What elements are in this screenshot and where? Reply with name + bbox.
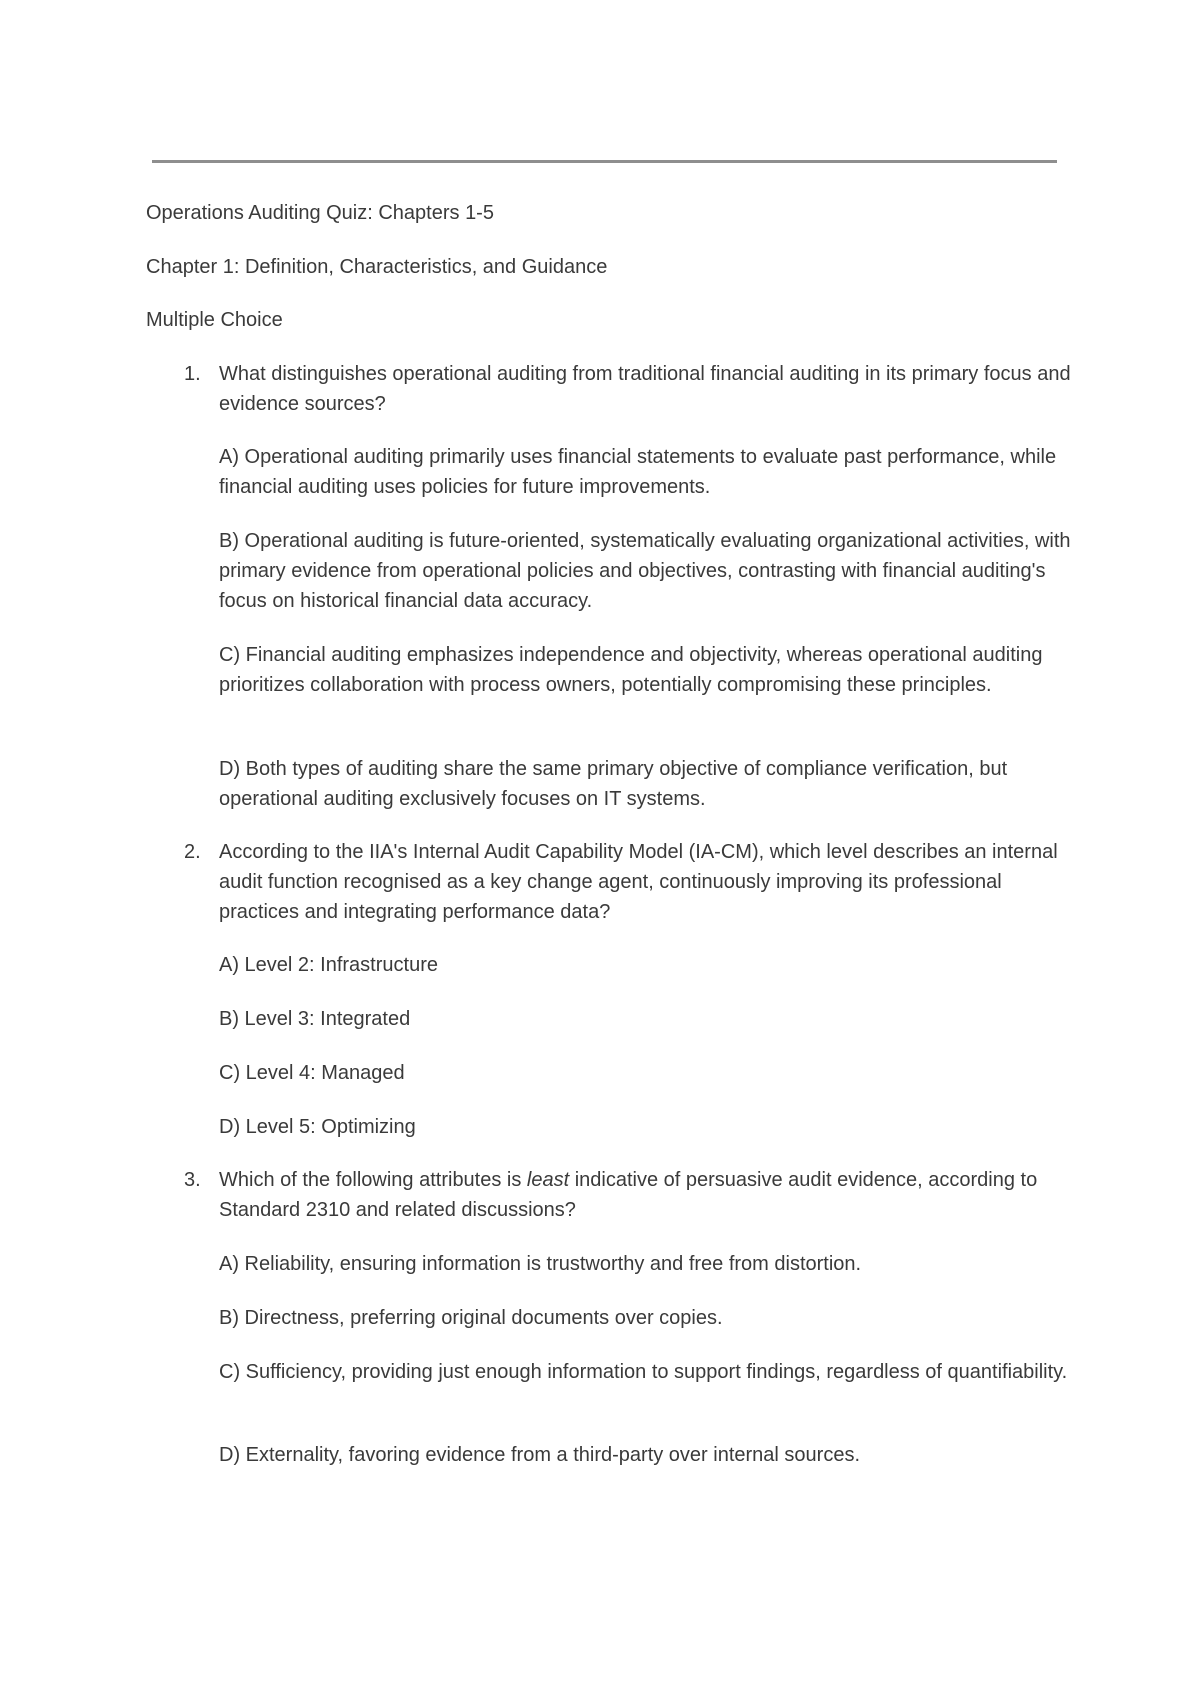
answer-option-a: A) Operational auditing primarily uses financial statements to evaluate past performance, while financial auditing uses policies for future improvements. [219,446,1057,498]
header-divider [152,160,1057,163]
question-text-start: Which of the following attributes is [219,1169,527,1191]
section-heading: Multiple Choice [146,309,283,331]
answer-option-b: B) Directness, preferring original documents over copies. [219,1307,723,1329]
answer-option-d: D) Externality, favoring evidence from a third-party over internal sources. [219,1444,861,1466]
document-title: Operations Auditing Quiz: Chapters 1-5 [146,202,494,224]
answer-option-c: C) Financial auditing emphasizes independence and objectivity, whereas operational auditing prioritizes collaboration with process owners, potentially compromising these principles. [219,644,1043,696]
answer-option-c: C) Sufficiency, providing just enough information to support findings, regardless of quantifiability. [219,1361,1068,1383]
answer-option-b: B) Level 3: Integrated [219,1008,411,1030]
question-text-emphasis: least [526,1169,570,1191]
question-number: 2. [184,841,201,863]
question-text [219,1165,1079,1225]
question-text: According to the IIA's Internal Audit Capability Model (IA-CM), which level describes an internal audit function recognised as a key change agent, continuously improving its professional practices and integrating performance data? [219,841,1058,923]
answer-option-a: A) Reliability, ensuring information is trustworthy and free from distortion. [219,1253,862,1275]
answer-option-d: D) Level 5: Optimizing [219,1116,416,1138]
answer-option-b: B) Operational auditing is future-oriented, systematically evaluating organizational activities, with primary evidence from operational policies and objectives, contrasting with financial auditing's focus on historical financial data accuracy. [219,530,1071,612]
question-number: 3. [184,1169,201,1191]
question-text-end: indicative of persuasive audit evidence, according to Standard 2310 and related discussions? [219,1169,1038,1221]
answer-option-a: A) Level 2: Infrastructure [219,954,438,976]
question-text: What distinguishes operational auditing from traditional financial auditing in its primary focus and evidence sources? [219,363,1071,415]
answer-option-c: C) Level 4: Managed [219,1062,405,1084]
question-number: 1. [184,363,201,385]
answer-option-d: D) Both types of auditing share the same primary objective of compliance verification, but operational auditing exclusively focuses on IT systems. [219,758,1008,810]
chapter-heading: Chapter 1: Definition, Characteristics, and Guidance [146,256,608,278]
